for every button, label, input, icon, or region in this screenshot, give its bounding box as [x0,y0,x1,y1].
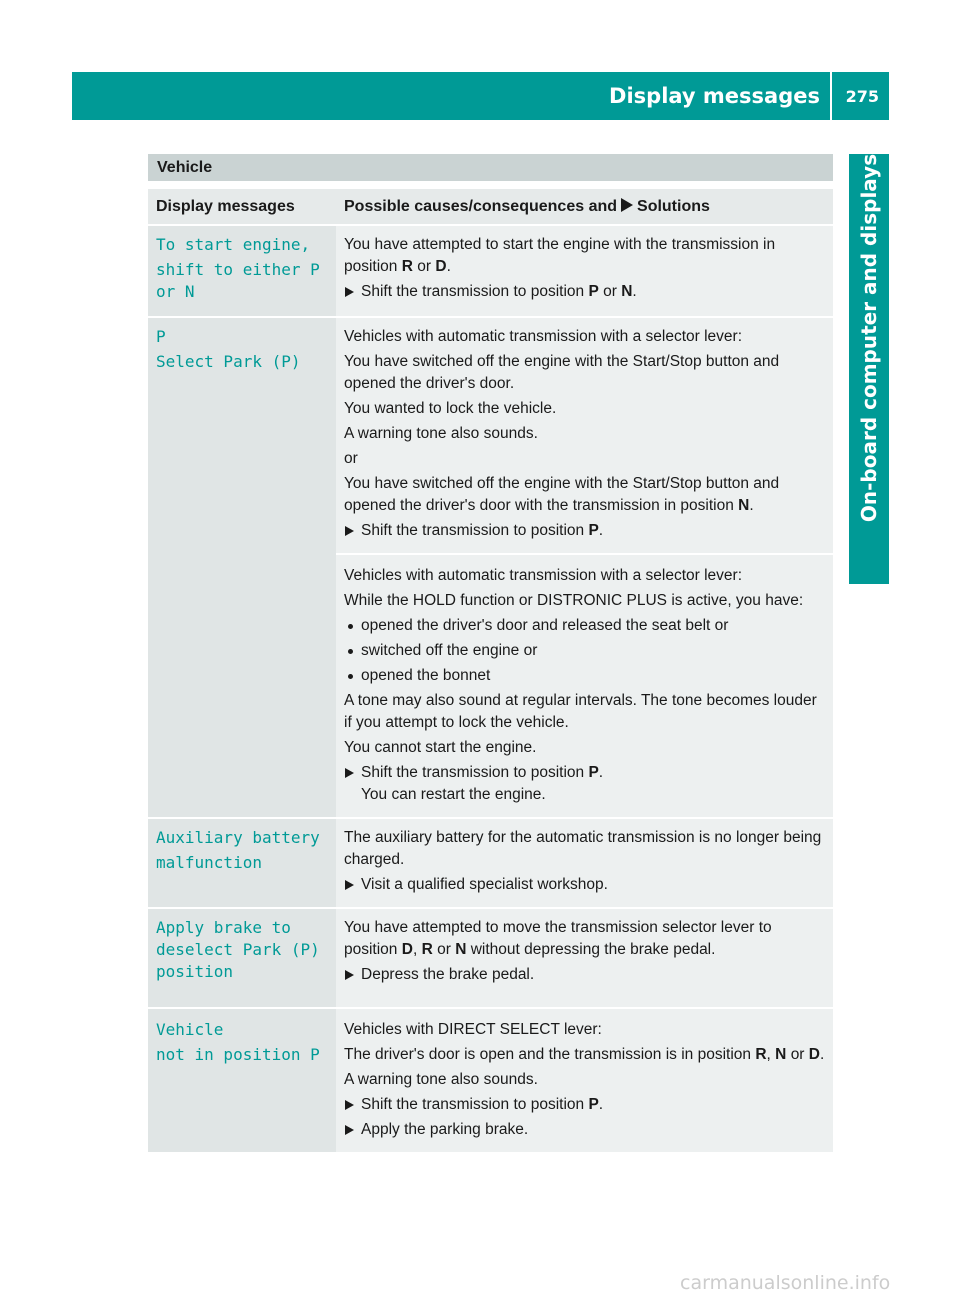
display-message-line: Select Park (P) [156,352,301,371]
cause-text: Vehicles with automatic transmission with a selector lever: [344,567,742,584]
chapter-tab-marker [849,531,889,584]
display-message-cell [148,225,336,317]
step-arrow-icon [345,1100,354,1110]
position-code: N [775,1046,787,1063]
cause-text: Vehicles with DIRECT SELECT lever: [344,1021,602,1038]
display-message-line: Apply brake to deselect Park (P) position [156,918,320,981]
solution-text: Apply the parking brake. [361,1121,529,1138]
display-message-line: not in position P [156,1045,320,1064]
bullet-text: switched off the engine or [361,642,538,659]
cause-text [344,917,825,961]
solution-text: Shift the transmission to position [361,1096,585,1113]
step-arrow-icon [345,970,354,980]
step-arrow-icon [345,287,354,297]
display-message-cell [148,818,336,908]
display-message-line: Vehicle [156,1020,224,1039]
chapter-title: On-board computer and displays [857,153,881,523]
table-row [148,908,833,1008]
position-code: P [588,764,599,781]
solution-text: Visit a qualified specialist workshop. [361,876,608,893]
display-message-line: P [156,327,166,346]
cause-text: Vehicles with automatic transmission with a selector lever: [344,328,742,345]
solution-text: or [603,283,617,300]
cause-text-part: You have attempted to start the engine with the transmission in position [344,236,776,275]
step-arrow-icon [345,880,354,890]
position-code: R [401,258,413,275]
chapter-side-tab [849,154,889,584]
cause-text: A tone may also sound at regular intervals. The tone becomes louder if you attempt to lock the vehicle. [344,692,817,731]
section-title: Vehicle [148,154,833,181]
solution-step: Shift the transmission to position P or N. [344,281,825,303]
table-row [148,818,833,908]
bullet-icon [348,624,353,629]
page-header-title: Display messages [609,84,820,108]
solution-step [344,964,825,986]
page-number: 275 [845,87,879,106]
cause-cell [336,818,833,908]
cause-text: You have switched off the engine with the Start/Stop button and opened the driver's door. [344,353,780,392]
solution-step: Shift the transmission to position P. [344,520,825,542]
table-row [148,225,833,317]
position-code: R [755,1046,767,1063]
solution-step: Shift the transmission to position P. [344,1094,825,1116]
display-message-line: To start engine, [156,235,311,254]
cause-text: You have switched off the engine with the Start/Stop button and opened the driver's door with the transmission in position N. [344,475,780,514]
position-code: N [621,283,633,300]
cause-text-part: or [790,1046,805,1063]
column-header-solutions: Solutions [637,197,710,215]
position-code: D [401,941,413,958]
solution-text: Shift the transmission to position [361,283,585,300]
display-message-line: malfunction [156,853,262,872]
bullet-item [344,615,825,637]
column-header-causes-solutions [336,189,833,225]
cause-cell [336,225,833,317]
cause-text: A warning tone also sounds. [344,425,538,442]
solution-step: Shift the transmission to position P. You can restart the engine. [344,762,825,806]
cause-cell [336,554,833,818]
cause-text-part: or [417,258,432,275]
bullet-icon [348,649,353,654]
bullet-item [344,640,825,662]
step-arrow-icon [345,526,354,536]
solution-step [344,1119,825,1141]
solution-text: Shift the transmission to position [361,522,585,539]
bullet-text: opened the bonnet [361,667,491,684]
page-header-bar [72,72,889,120]
cause-text-part: The driver's door is open and the transmission is in position [344,1046,752,1063]
cause-text: or [344,450,358,467]
position-code: D [808,1046,820,1063]
bullet-icon [348,674,353,679]
position-code: P [588,522,599,539]
display-message-line: Auxiliary battery [156,828,320,847]
column-header-causes: Possible causes/consequences and [344,197,618,215]
display-message-line: shift to either P or N [156,260,320,301]
cause-text-part: without depressing the brake pedal. [470,941,716,958]
cause-text: While the HOLD function or DISTRONIC PLUS is active, you have: [344,592,804,609]
watermark: carmanualsonline.info [680,1272,891,1294]
position-code: R [421,941,433,958]
position-code: P [588,1096,599,1113]
cause-cell [336,317,833,554]
display-messages-table [148,189,833,1152]
arrow-right-icon [621,198,633,212]
position-code: N [738,497,750,514]
cause-text-part: You have switched off the engine with the Start/Stop button and opened the driver's door with the transmission in position [344,475,780,514]
step-arrow-icon [345,1125,354,1135]
cause-cell [336,908,833,1008]
display-message-cell [148,908,336,1008]
cause-text-part: You have attempted to move the transmission selector lever to position [344,919,772,958]
solution-text: Shift the transmission to position [361,764,585,781]
position-code: N [455,941,467,958]
header-separator [830,72,832,120]
bullet-text: opened the driver's door and released the seat belt or [361,617,729,634]
cause-text: You wanted to lock the vehicle. [344,400,557,417]
display-message-cell [148,1008,336,1152]
solution-text: Depress the brake pedal. [361,966,535,983]
table-header-row [148,189,833,225]
cause-text-part: or [437,941,451,958]
display-message-cell [148,317,336,818]
solution-step [344,874,825,896]
cause-text: You have attempted to start the engine with the transmission in position R or D. [344,236,776,275]
table-row [148,1008,833,1152]
cause-text: The driver's door is open and the transmission is in position R, N or D. [344,1046,825,1063]
table-row [148,317,833,554]
cause-text: You cannot start the engine. [344,739,537,756]
cause-text: The auxiliary battery for the automatic transmission is no longer being charged. [344,829,822,868]
bullet-item [344,665,825,687]
cause-text-part: , [412,941,418,958]
cause-text: A warning tone also sounds. [344,1071,538,1088]
position-code: P [588,283,599,300]
column-header-display-messages: Display messages [148,189,336,225]
cause-text-part: , [766,1046,771,1063]
solution-note: You can restart the engine. [361,786,546,803]
position-code: D [435,258,447,275]
cause-cell [336,1008,833,1152]
step-arrow-icon [345,768,354,778]
